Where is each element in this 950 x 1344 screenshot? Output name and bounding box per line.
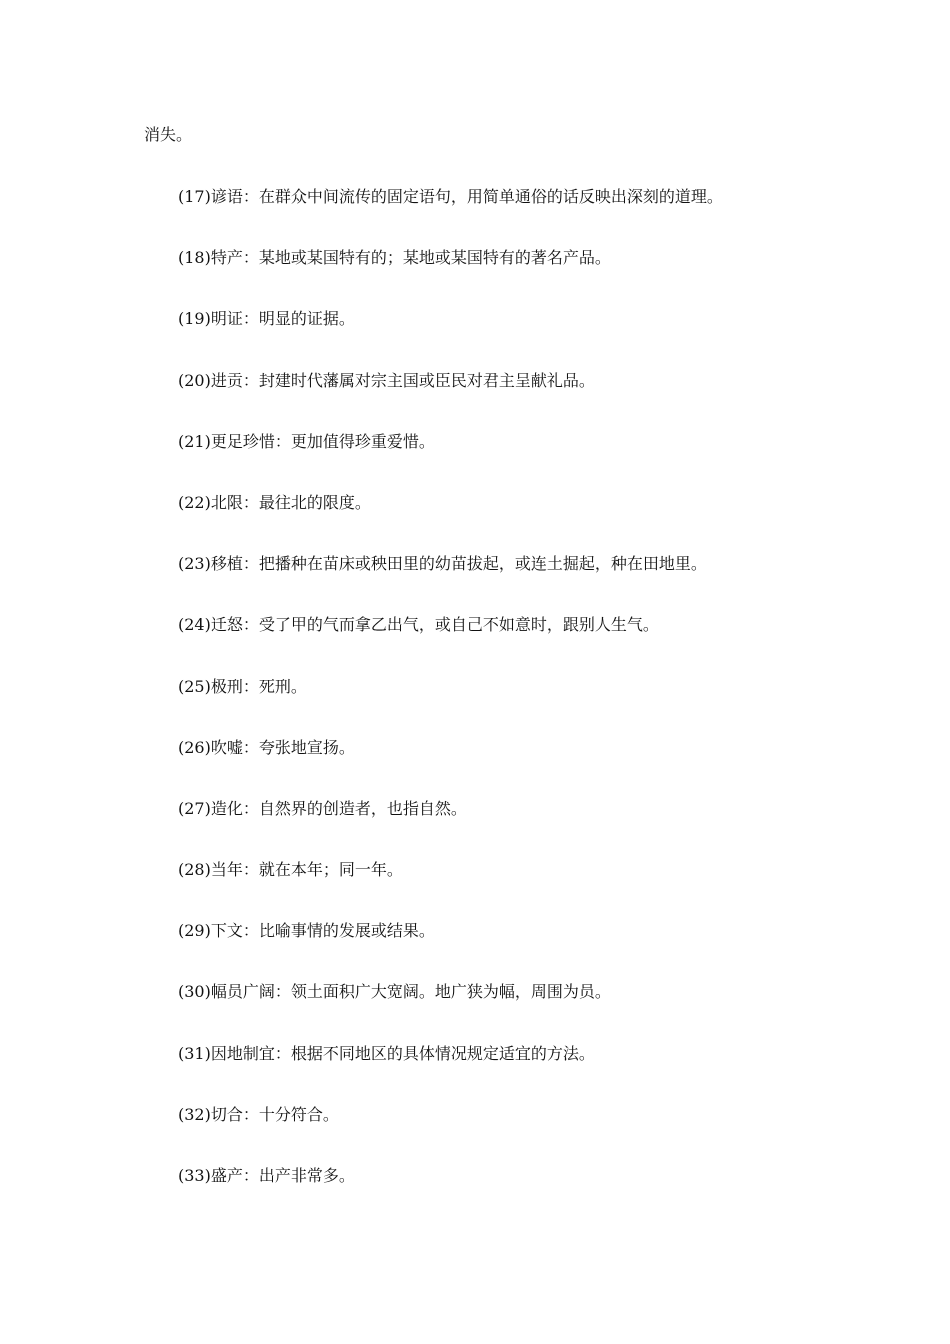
continued-text: 消失。 — [144, 125, 193, 144]
glossary-entry-31: (31)因地制宜：根据不同地区的具体情况规定适宜的方法。 — [178, 1043, 595, 1063]
glossary-entry-18: (18)特产：某地或某国特有的；某地或某国特有的著名产品。 — [178, 248, 611, 268]
glossary-entry-29: (29)下文：比喻事情的发展或结果。 — [178, 921, 435, 941]
glossary-entry-21: (21)更足珍惜：更加值得珍重爱惜。 — [178, 431, 435, 451]
glossary-entry-32: (32)切合：十分符合。 — [178, 1104, 339, 1124]
glossary-entry-17: (17)谚语：在群众中间流传的固定语句，用简单通俗的话反映出深刻的道理。 — [178, 187, 723, 206]
glossary-entry-27: (27)造化：自然界的创造者，也指自然。 — [178, 798, 467, 818]
glossary-entry-28: (28)当年：就在本年；同一年。 — [178, 860, 403, 880]
glossary-entry-25: (25)极刑：死刑。 — [178, 676, 307, 696]
glossary-list — [178, 186, 723, 1226]
glossary-entry-30: (30)幅员广阔：领土面积广大宽阔。地广狭为幅，周围为员。 — [178, 982, 611, 1002]
glossary-entry-19: (19)明证：明显的证据。 — [178, 309, 355, 329]
glossary-entry-26: (26)吹嘘：夸张地宣扬。 — [178, 737, 355, 757]
glossary-entry-20: (20)进贡：封建时代藩属对宗主国或臣民对君主呈献礼品。 — [178, 370, 595, 390]
glossary-entry-22: (22)北限：最往北的限度。 — [178, 492, 371, 512]
glossary-entry-23: (23)移植：把播种在苗床或秧田里的幼苗拔起，或连土掘起，种在田地里。 — [178, 554, 707, 574]
glossary-entry-24: (24)迁怒：受了甲的气而拿乙出气，或自己不如意时，跟别人生气。 — [178, 615, 659, 635]
glossary-entry-33: (33)盛产：出产非常多。 — [178, 1166, 355, 1185]
